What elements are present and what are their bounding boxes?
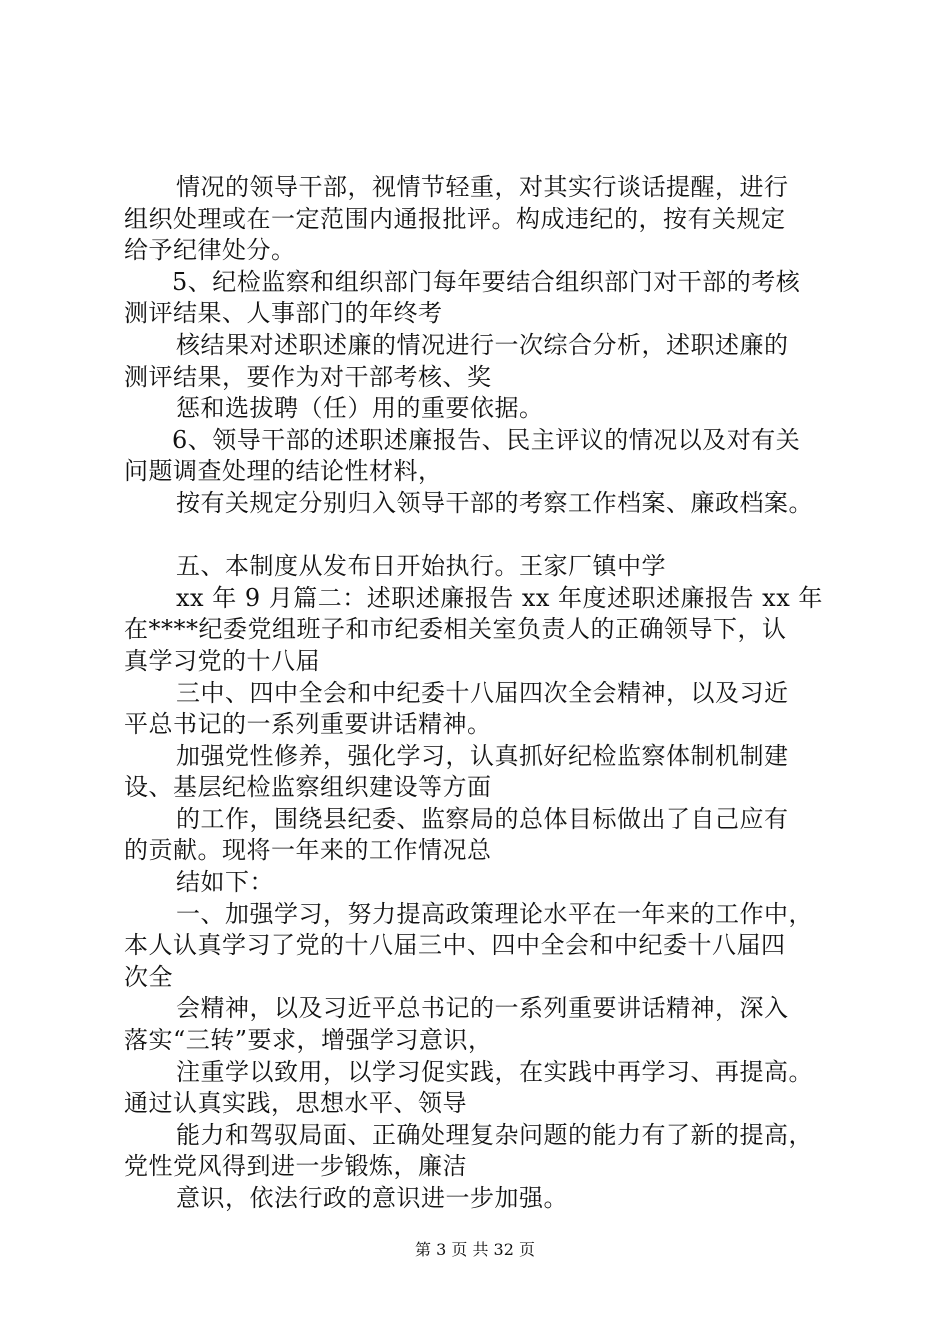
text-line: 能力和驾驭局面、正确处理复杂问题的能力有了新的提高， xyxy=(176,1120,813,1149)
text-line: 设、基层纪检监察组织建设等方面 xyxy=(124,773,492,802)
text-line: 给予纪律处分。 xyxy=(124,236,296,265)
text-line: 测评结果、人事部门的年终考 xyxy=(124,299,443,328)
text-line: 会精神，以及习近平总书记的一系列重要讲话精神，深入 xyxy=(176,994,789,1023)
text-line: 一、加强学习，努力提高政策理论水平在一年来的工作中， xyxy=(176,899,813,928)
text-line: 平总书记的一系列重要讲话精神。 xyxy=(124,710,492,739)
page-footer: 第 3 页 共 32 页 xyxy=(415,1240,535,1259)
text-line: 本人认真学习了党的十八届三中、四中全会和中纪委十八届四 xyxy=(124,931,786,960)
blank-line xyxy=(124,520,844,552)
text-line: 三中、四中全会和中纪委十八届四次全会精神，以及习近 xyxy=(176,678,789,707)
text-line: 6、领导干部的述职述廉报告、民主评议的情况以及对有关 xyxy=(172,425,801,454)
text-line: 的工作，围绕县纪委、监察局的总体目标做出了自己应有 xyxy=(176,804,789,833)
text-line: 按有关规定分别归入领导干部的考察工作档案、廉政档案。 xyxy=(176,488,813,517)
text-line: 的贡献。现将一年来的工作情况总 xyxy=(124,836,492,865)
text-line: 意识，依法行政的意识进一步加强。 xyxy=(176,1184,568,1212)
text-line: xx 年 9 月篇二：述职述廉报告 xx 年度述职述廉报告 xx 年 xyxy=(176,583,823,612)
text-line: 问题调查处理的结论性材料， xyxy=(124,457,443,486)
text-line: 情况的领导干部，视情节轻重，对其实行谈话提醒，进行 xyxy=(176,173,789,201)
text-line: 惩和选拔聘（任）用的重要依据。 xyxy=(176,394,544,423)
text-line: 通过认真实践，思想水平、领导 xyxy=(124,1089,467,1118)
text-line: 组织处理或在一定范围内通报批评。构成违纪的，按有关规定 xyxy=(124,204,786,233)
text-line: 在****纪委党组班子和市纪委相关室负责人的正确领导下，认 xyxy=(124,615,787,644)
text-line: 五、本制度从发布日开始执行。王家厂镇中学 xyxy=(176,552,666,581)
document-body xyxy=(124,172,844,1215)
text-line: 加强党性修养，强化学习，认真抓好纪检监察体制机制建 xyxy=(176,741,789,770)
text-line: 测评结果，要作为对干部考核、奖 xyxy=(124,362,492,391)
text-line: 核结果对述职述廉的情况进行一次综合分析，述职述廉的 xyxy=(176,330,789,359)
text-line: 真学习党的十八届 xyxy=(124,646,320,675)
text-line: 结如下： xyxy=(176,868,274,897)
text-line: 注重学以致用，以学习促实践，在实践中再学习、再提高。 xyxy=(176,1057,813,1086)
text-line: 落实“三转”要求，增强学习意识， xyxy=(124,1026,493,1055)
text-line: 次全 xyxy=(124,962,173,991)
text-line: 5、纪检监察和组织部门每年要结合组织部门对干部的考核 xyxy=(172,267,801,296)
text-line: 党性党风得到进一步锻炼，廉洁 xyxy=(124,1152,467,1181)
